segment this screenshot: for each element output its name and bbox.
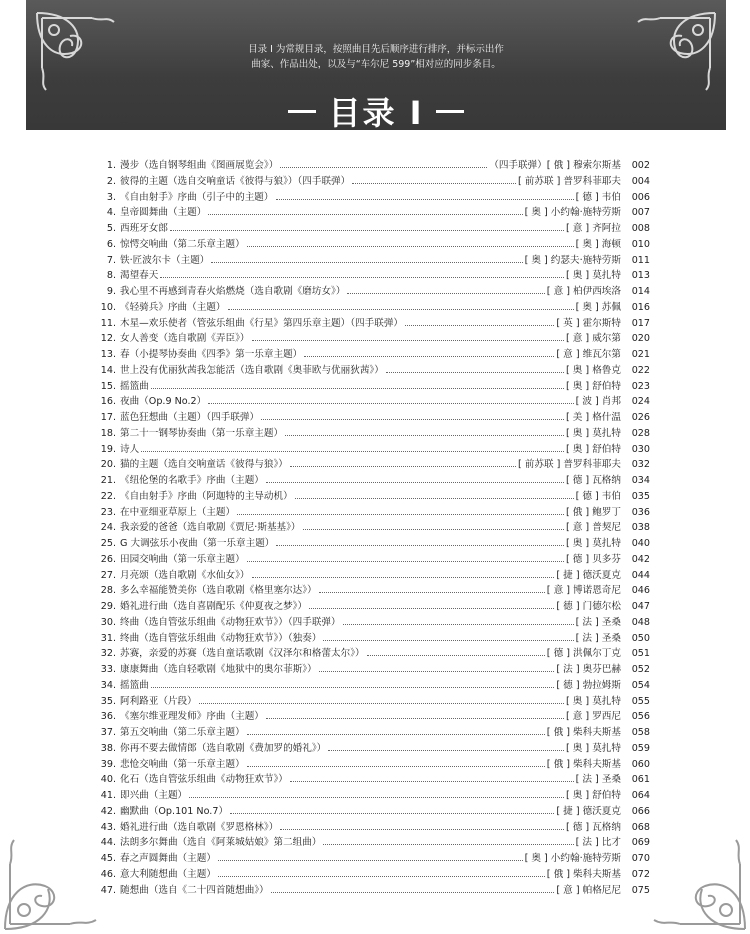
dot-leader bbox=[285, 435, 564, 436]
toc-entry bbox=[96, 598, 650, 614]
toc-entry bbox=[96, 771, 650, 787]
title-dash bbox=[288, 110, 316, 113]
dot-leader bbox=[218, 860, 523, 861]
entry-composer: [ 德 ] 勃拉姆斯 bbox=[556, 679, 621, 691]
entry-composer: [ 捷 ] 德沃夏克 bbox=[556, 805, 621, 817]
entry-title: 意大利随想曲（主题） bbox=[120, 868, 216, 880]
entry-page: 069 bbox=[631, 837, 650, 849]
entry-composer: [ 前苏联 ] 普罗科菲耶夫 bbox=[518, 175, 621, 187]
entry-page: 008 bbox=[631, 223, 650, 234]
entry-title: 化石（选自管弦乐组曲《动物狂欢节》） bbox=[120, 774, 288, 786]
entry-composer: [ 奥 ] 舒伯特 bbox=[565, 380, 621, 392]
entry-number: 19. bbox=[100, 443, 116, 455]
entry-page: 026 bbox=[631, 412, 650, 423]
entry-number: 31. bbox=[100, 632, 116, 644]
entry-title: 婚礼进行曲（选自喜剧配乐《仲夏夜之梦》） bbox=[120, 601, 308, 612]
dot-leader bbox=[295, 498, 574, 499]
entry-page: 017 bbox=[631, 317, 650, 329]
entry-title: 终曲（选自管弦乐组曲《动物狂欢节》）（四手联弹） bbox=[120, 616, 341, 628]
toc-entry bbox=[96, 173, 650, 189]
dot-leader bbox=[261, 419, 564, 420]
entry-composer: [ 德 ] 洪佩尔丁克 bbox=[546, 648, 621, 660]
intro-line: 曲家、作品出处，以及与“车尔尼 599”相对应的同步条目。 bbox=[251, 59, 501, 70]
entry-number: 12. bbox=[100, 333, 116, 345]
dot-leader bbox=[280, 167, 487, 168]
intro-text bbox=[26, 42, 726, 72]
table-of-contents bbox=[96, 157, 650, 897]
dot-leader bbox=[247, 561, 564, 562]
dot-leader bbox=[252, 340, 564, 341]
entry-page: 010 bbox=[631, 238, 650, 250]
header-banner bbox=[26, 0, 726, 130]
entry-page: 059 bbox=[631, 742, 650, 754]
entry-composer: [ 奥 ] 莫扎特 bbox=[565, 427, 621, 439]
entry-composer: [ 奥 ] 舒伯特 bbox=[565, 790, 621, 801]
entry-number: 37. bbox=[100, 727, 116, 738]
entry-page: 055 bbox=[631, 695, 650, 707]
dot-leader bbox=[230, 813, 554, 814]
dot-leader bbox=[151, 388, 564, 389]
dot-leader bbox=[199, 703, 564, 704]
entry-composer: [ 德 ] 韦伯 bbox=[575, 191, 621, 203]
dot-leader bbox=[328, 750, 564, 751]
entry-page: 064 bbox=[631, 790, 650, 801]
entry-page: 004 bbox=[631, 175, 650, 187]
dot-leader bbox=[367, 655, 545, 656]
corner-ornament-icon bbox=[0, 824, 110, 934]
toc-entry bbox=[96, 252, 650, 268]
entry-composer: [ 俄 ] 柴科夫斯基 bbox=[546, 758, 621, 770]
dot-leader bbox=[343, 624, 574, 625]
entry-title: 你再不要去做情郎（选自歌剧《费加罗的婚礼》） bbox=[120, 742, 327, 754]
entry-number: 26. bbox=[100, 553, 116, 565]
entry-title: 铁·匠波尔卡（主题） bbox=[120, 254, 210, 266]
entry-composer: [ 俄 ] 柴科夫斯基 bbox=[546, 868, 621, 880]
toc-entry bbox=[96, 724, 650, 740]
toc-entry bbox=[96, 425, 650, 441]
entry-page: 011 bbox=[631, 254, 650, 266]
entry-number: 18. bbox=[100, 427, 116, 439]
entry-composer: [ 德 ] 门德尔松 bbox=[556, 601, 621, 612]
dot-leader bbox=[211, 262, 522, 263]
entry-title: 多么幸福能赞美你（选自歌剧《格里塞尔达》） bbox=[120, 585, 317, 597]
entry-title: 夜曲（Op.9 No.2） bbox=[120, 396, 207, 408]
toc-entry bbox=[96, 299, 650, 315]
entry-title: 蓝色狂想曲（主题）（四手联弹） bbox=[120, 412, 260, 423]
dot-leader bbox=[352, 183, 516, 184]
dot-leader bbox=[208, 403, 573, 404]
entry-title: 康康舞曲（选自轻歌剧《地狱中的奥尔菲斯》） bbox=[120, 664, 317, 675]
entry-number: 9. bbox=[106, 286, 116, 297]
entry-composer: [ 奥 ] 小约翰·施特劳斯 bbox=[524, 853, 621, 864]
dot-leader bbox=[141, 451, 564, 452]
entry-page: 036 bbox=[631, 506, 650, 518]
entry-number: 16. bbox=[100, 396, 116, 408]
entry-composer: [ 德 ] 韦伯 bbox=[575, 490, 621, 502]
toc-entry bbox=[96, 661, 650, 677]
entry-title: 《纽伦堡的名歌手》序曲（主题） bbox=[120, 475, 264, 486]
entry-page: 028 bbox=[631, 427, 650, 439]
toc-entry bbox=[96, 582, 650, 598]
entry-number: 8. bbox=[106, 270, 116, 282]
dot-leader bbox=[218, 876, 545, 877]
entry-composer: [ 奥 ] 莫扎特 bbox=[565, 695, 621, 707]
entry-composer: [ 意 ] 柏伊西埃洛 bbox=[546, 286, 621, 297]
entry-number: 29. bbox=[100, 601, 116, 612]
entry-number: 25. bbox=[100, 538, 116, 549]
dot-leader bbox=[208, 214, 522, 215]
dot-leader bbox=[170, 230, 564, 231]
entry-title: 《轻骑兵》序曲（主题） bbox=[120, 301, 226, 313]
entry-number: 30. bbox=[100, 616, 116, 628]
entry-page: 020 bbox=[631, 333, 650, 345]
entry-number: 40. bbox=[100, 774, 116, 786]
entry-title: 第二十一钢琴协奏曲（第一乐章主题） bbox=[120, 427, 284, 439]
toc-entry bbox=[96, 519, 650, 535]
entry-page: 070 bbox=[631, 853, 650, 864]
entry-page: 056 bbox=[631, 711, 650, 723]
entry-number: 36. bbox=[100, 711, 116, 723]
entry-number: 14. bbox=[100, 364, 116, 376]
toc-entry bbox=[96, 567, 650, 583]
entry-title: 惊愕交响曲（第二乐章主题） bbox=[120, 238, 245, 250]
entry-number: 47. bbox=[100, 884, 116, 896]
entry-title: 世上没有优丽狄茜我怎能活（选自歌剧《奥菲欧与优丽狄茜》） bbox=[120, 364, 384, 376]
entry-title: 彼得的主题（选自交响童话《彼得与狼》）（四手联弹） bbox=[120, 175, 351, 187]
entry-page: 066 bbox=[631, 805, 650, 817]
entry-page: 054 bbox=[631, 679, 650, 691]
entry-number: 41. bbox=[100, 790, 116, 801]
entry-composer: （四手联弹）[ 俄 ] 穆索尔斯基 bbox=[489, 160, 621, 171]
dot-leader bbox=[280, 829, 564, 830]
entry-composer: [ 德 ] 贝多芬 bbox=[565, 553, 621, 565]
entry-title: 春之声圆舞曲（主题） bbox=[120, 853, 216, 864]
entry-number: 46. bbox=[100, 868, 116, 880]
entry-number: 39. bbox=[100, 758, 116, 770]
entry-number: 3. bbox=[106, 191, 116, 203]
entry-number: 43. bbox=[100, 821, 116, 833]
toc-entry bbox=[96, 346, 650, 362]
dot-leader bbox=[309, 608, 554, 609]
entry-page: 042 bbox=[631, 553, 650, 565]
entry-composer: [ 奥 ] 莫扎特 bbox=[565, 270, 621, 282]
entry-page: 030 bbox=[631, 443, 650, 455]
entry-page: 034 bbox=[631, 475, 650, 486]
entry-title: 即兴曲（主题） bbox=[120, 790, 188, 801]
entry-number: 7. bbox=[106, 254, 116, 266]
toc-entry bbox=[96, 787, 650, 803]
entry-page: 044 bbox=[631, 569, 650, 581]
toc-entry bbox=[96, 472, 650, 488]
entry-title: 《自由射手》序曲（阿迦特的主导动机） bbox=[120, 490, 293, 502]
dot-leader bbox=[304, 356, 554, 357]
toc-entry bbox=[96, 456, 650, 472]
entry-composer: [ 意 ] 齐阿拉 bbox=[565, 223, 621, 234]
toc-entry bbox=[96, 834, 650, 850]
entry-page: 013 bbox=[631, 270, 650, 282]
dot-leader bbox=[290, 781, 574, 782]
toc-entry bbox=[96, 330, 650, 346]
entry-number: 17. bbox=[100, 412, 116, 423]
entry-number: 38. bbox=[100, 742, 116, 754]
entry-page: 024 bbox=[631, 396, 650, 408]
page-title bbox=[26, 88, 726, 130]
toc-entry bbox=[96, 409, 650, 425]
toc-entry bbox=[96, 283, 650, 299]
entry-page: 060 bbox=[631, 758, 650, 770]
entry-composer: [ 奥 ] 小约翰·施特劳斯 bbox=[524, 207, 621, 219]
dot-leader bbox=[323, 844, 573, 845]
entry-page: 072 bbox=[631, 868, 650, 880]
entry-composer: [ 俄 ] 鲍罗丁 bbox=[565, 506, 621, 518]
dot-leader bbox=[347, 293, 544, 294]
dot-leader bbox=[405, 325, 554, 326]
entry-title: 田园交响曲（第一乐章主题） bbox=[120, 553, 245, 565]
entry-page: 048 bbox=[631, 616, 650, 628]
entry-page: 038 bbox=[631, 522, 650, 534]
entry-composer: [ 奥 ] 海顿 bbox=[575, 238, 621, 250]
entry-page: 035 bbox=[631, 490, 650, 502]
toc-entry bbox=[96, 850, 650, 866]
toc-entry bbox=[96, 740, 650, 756]
entry-composer: [ 德 ] 瓦格纳 bbox=[565, 475, 621, 486]
entry-number: 20. bbox=[100, 459, 116, 471]
toc-entry bbox=[96, 157, 650, 173]
entry-title: G 大调弦乐小夜曲（第一乐章主题） bbox=[120, 538, 275, 549]
toc-entry bbox=[96, 551, 650, 567]
entry-page: 052 bbox=[631, 664, 650, 675]
toc-entry bbox=[96, 378, 650, 394]
toc-entry bbox=[96, 630, 650, 646]
entry-page: 046 bbox=[631, 585, 650, 597]
entry-page: 050 bbox=[631, 632, 650, 644]
entry-number: 1. bbox=[106, 160, 116, 171]
entry-composer: [ 意 ] 博诺恩奇尼 bbox=[546, 585, 621, 597]
entry-composer: [ 法 ] 奥芬巴赫 bbox=[556, 664, 621, 675]
entry-page: 022 bbox=[631, 364, 650, 376]
entry-number: 27. bbox=[100, 569, 116, 581]
dot-leader bbox=[151, 687, 555, 688]
entry-composer: [ 奥 ] 莫扎特 bbox=[565, 742, 621, 754]
toc-entry bbox=[96, 315, 650, 331]
entry-composer: [ 法 ] 圣桑 bbox=[575, 632, 621, 644]
entry-title: 我亲爱的爸爸（选自歌剧《贾尼·斯基基》） bbox=[120, 522, 301, 534]
entry-number: 44. bbox=[100, 837, 116, 849]
entry-number: 15. bbox=[100, 380, 116, 392]
entry-number: 23. bbox=[100, 506, 116, 518]
dot-leader bbox=[323, 640, 573, 641]
entry-page: 014 bbox=[631, 286, 650, 297]
entry-title: 渴望春天 bbox=[120, 270, 159, 282]
entry-number: 5. bbox=[106, 223, 116, 234]
entry-composer: [ 美 ] 格什温 bbox=[565, 412, 621, 423]
title-dash bbox=[436, 110, 464, 113]
entry-number: 2. bbox=[106, 175, 116, 187]
entry-page: 002 bbox=[631, 160, 650, 171]
toc-entry bbox=[96, 803, 650, 819]
entry-composer: [ 法 ] 圣桑 bbox=[575, 774, 621, 786]
entry-title: 女人善变（选自歌剧《弄臣》） bbox=[120, 333, 250, 345]
entry-page: 007 bbox=[631, 207, 650, 219]
entry-number: 13. bbox=[100, 349, 116, 360]
entry-title: 在中亚细亚草原上（主题） bbox=[120, 506, 236, 518]
toc-entry bbox=[96, 393, 650, 409]
entry-page: 047 bbox=[631, 601, 650, 612]
toc-entry bbox=[96, 535, 650, 551]
entry-page: 061 bbox=[631, 774, 650, 786]
toc-entry bbox=[96, 645, 650, 661]
dot-leader bbox=[276, 199, 574, 200]
entry-title: 摇篮曲 bbox=[120, 380, 149, 392]
entry-title: 悲怆交响曲（第一乐章主题） bbox=[120, 758, 245, 770]
toc-entry bbox=[96, 488, 650, 504]
dot-leader bbox=[319, 671, 555, 672]
entry-composer: [ 法 ] 比才 bbox=[575, 837, 621, 849]
dot-leader bbox=[276, 545, 564, 546]
entry-title: 皇帝圆舞曲（主题） bbox=[120, 207, 207, 219]
entry-page: 023 bbox=[631, 380, 650, 392]
entry-page: 021 bbox=[631, 349, 650, 360]
entry-title: 幽默曲（Op.101 No.7） bbox=[120, 805, 229, 817]
entry-title: 婚礼进行曲（选自歌剧《罗恩格林》） bbox=[120, 821, 279, 833]
corner-ornament-icon bbox=[640, 824, 750, 934]
entry-number: 11. bbox=[100, 317, 116, 329]
toc-entry bbox=[96, 220, 650, 236]
entry-number: 10. bbox=[100, 301, 116, 313]
dot-leader bbox=[247, 766, 545, 767]
entry-composer: [ 捷 ] 德沃夏克 bbox=[556, 569, 621, 581]
entry-number: 42. bbox=[100, 805, 116, 817]
toc-entry bbox=[96, 504, 650, 520]
entry-number: 4. bbox=[106, 207, 116, 219]
toc-entry bbox=[96, 819, 650, 835]
entry-title: 阿利路亚（片段） bbox=[120, 695, 197, 707]
entry-title: 诗人 bbox=[120, 443, 140, 455]
title-text: 目录 I bbox=[328, 94, 424, 130]
dot-leader bbox=[189, 797, 564, 798]
toc-entry bbox=[96, 204, 650, 220]
entry-composer: [ 前苏联 ] 普罗科菲耶夫 bbox=[518, 459, 621, 471]
entry-page: 068 bbox=[631, 821, 650, 833]
entry-composer: [ 奥 ] 格鲁克 bbox=[565, 364, 621, 376]
dot-leader bbox=[237, 514, 564, 515]
toc-entry bbox=[96, 236, 650, 252]
entry-title: 《自由射手》序曲（引子中的主题） bbox=[120, 191, 274, 203]
toc-entry bbox=[96, 866, 650, 882]
entry-composer: [ 英 ] 霍尔斯特 bbox=[556, 317, 621, 329]
dot-leader bbox=[303, 529, 564, 530]
entry-title: 法朗多尔舞曲（选自《阿莱城姑娘》第二组曲） bbox=[120, 837, 322, 849]
entry-title: 月亮颂（选自歌剧《水仙女》） bbox=[120, 569, 250, 581]
dot-leader bbox=[228, 309, 574, 310]
entry-composer: [ 波 ] 肖邦 bbox=[575, 396, 621, 408]
entry-title: 终曲（选自管弦乐组曲《动物狂欢节》）（独奏） bbox=[120, 632, 322, 644]
entry-page: 075 bbox=[631, 884, 650, 896]
entry-title: 苏赛，亲爱的苏赛（选自童话歌剧《汉泽尔和格蕾太尔》） bbox=[120, 648, 365, 660]
toc-entry bbox=[96, 362, 650, 378]
entry-title: 摇篮曲 bbox=[120, 679, 149, 691]
dot-leader bbox=[247, 246, 574, 247]
entry-number: 32. bbox=[100, 648, 116, 660]
entry-composer: [ 俄 ] 柴科夫斯基 bbox=[546, 727, 621, 738]
entry-composer: [ 奥 ] 约瑟夫·施特劳斯 bbox=[524, 254, 621, 266]
toc-entry bbox=[96, 614, 650, 630]
entry-number: 35. bbox=[100, 695, 116, 707]
entry-composer: [ 奥 ] 苏佩 bbox=[575, 301, 621, 313]
entry-page: 051 bbox=[631, 648, 650, 660]
entry-number: 21. bbox=[100, 475, 116, 486]
toc-entry bbox=[96, 267, 650, 283]
dot-leader bbox=[247, 734, 545, 735]
entry-title: 我心里不再感到青春火焰燃烧（选自歌剧《磨坊女》） bbox=[120, 286, 346, 297]
dot-leader bbox=[160, 277, 564, 278]
entry-page: 016 bbox=[631, 301, 650, 313]
entry-composer: [ 德 ] 瓦格纳 bbox=[565, 821, 621, 833]
dot-leader bbox=[386, 372, 564, 373]
toc-entry bbox=[96, 756, 650, 772]
dot-leader bbox=[319, 592, 545, 593]
toc-entry bbox=[96, 441, 650, 457]
entry-number: 6. bbox=[106, 238, 116, 250]
entry-title: 木星—欢乐使者（管弦乐组曲《行星》第四乐章主题）（四手联弹） bbox=[120, 317, 404, 329]
dot-leader bbox=[271, 892, 555, 893]
entry-number: 22. bbox=[100, 490, 116, 502]
entry-number: 34. bbox=[100, 679, 116, 691]
entry-title: 漫步（选自钢琴组曲《图画展览会》） bbox=[120, 160, 279, 171]
toc-entry bbox=[96, 189, 650, 205]
entry-page: 040 bbox=[631, 538, 650, 549]
entry-title: 随想曲（选自《二十四首随想曲》） bbox=[120, 884, 269, 896]
entry-composer: [ 意 ] 普契尼 bbox=[565, 522, 621, 534]
dot-leader bbox=[266, 482, 564, 483]
entry-page: 032 bbox=[631, 459, 650, 471]
entry-title: 猫的主题（选自交响童话《彼得与狼》） bbox=[120, 459, 288, 471]
entry-composer: [ 奥 ] 莫扎特 bbox=[565, 538, 621, 549]
entry-number: 33. bbox=[100, 664, 116, 675]
entry-title: 第五交响曲（第二乐章主题） bbox=[120, 727, 245, 738]
entry-number: 45. bbox=[100, 853, 116, 864]
dot-leader bbox=[290, 466, 516, 467]
toc-entry bbox=[96, 693, 650, 709]
entry-title: 西班牙女郎 bbox=[120, 223, 168, 234]
entry-composer: [ 意 ] 帕格尼尼 bbox=[556, 884, 621, 896]
entry-composer: [ 意 ] 威尔第 bbox=[565, 333, 621, 345]
entry-number: 24. bbox=[100, 522, 116, 534]
toc-entry bbox=[96, 882, 650, 898]
entry-title: 《塞尔维亚理发师》序曲（主题） bbox=[120, 711, 264, 723]
toc-entry bbox=[96, 677, 650, 693]
entry-composer: [ 意 ] 维瓦尔第 bbox=[556, 349, 621, 360]
dot-leader bbox=[266, 718, 564, 719]
entry-composer: [ 法 ] 圣桑 bbox=[575, 616, 621, 628]
intro-line: 目录 I 为常规目录，按照曲目先后顺序进行排序，并标示出作 bbox=[248, 44, 504, 55]
entry-page: 006 bbox=[631, 191, 650, 203]
entry-page: 058 bbox=[631, 727, 650, 738]
entry-composer: [ 奥 ] 舒伯特 bbox=[565, 443, 621, 455]
entry-number: 28. bbox=[100, 585, 116, 597]
toc-entry bbox=[96, 708, 650, 724]
entry-title: 春（小提琴协奏曲《四季》第一乐章主题） bbox=[120, 349, 303, 360]
entry-composer: [ 意 ] 罗西尼 bbox=[565, 711, 621, 723]
dot-leader bbox=[252, 577, 555, 578]
